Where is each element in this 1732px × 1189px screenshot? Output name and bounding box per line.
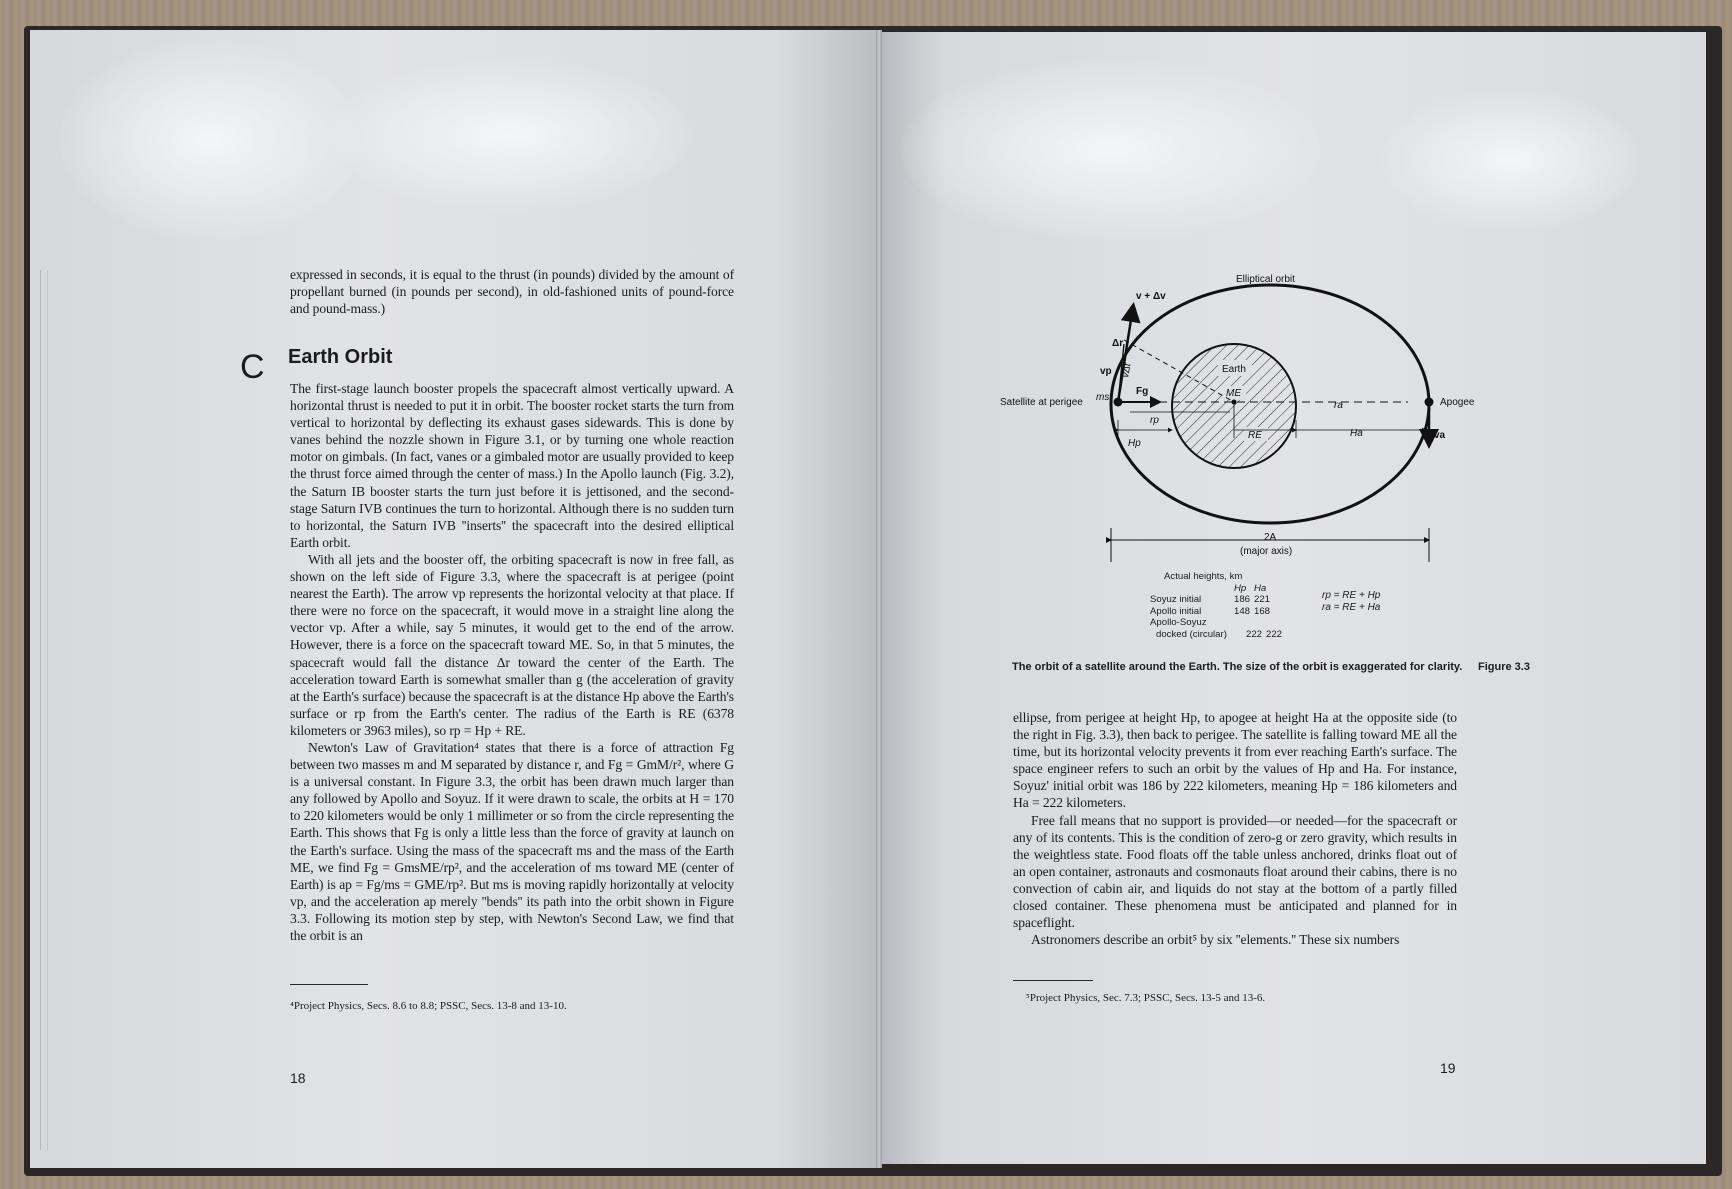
formula: ra = RE + Ha [1322, 602, 1381, 613]
paragraph: Newton's Law of Gravitation⁴ states that there is a force of attraction Fg between two masses m and M separated by distance r, and Fg = GmM/r², where G is a universal constant. In Figure 3.3, the orbit has been drawn much larger than any followed by Apollo and Soyuz. If it were drawn to scale, the orbits at H = 170 to 220 kilometers would be only 1 millimeter or so from the circle representing the Earth. This shows that Fg is only a little less than the force of gravity at launch on the Earth's surface. Using the mass of the spacecraft ms and the mass of the Earth ME, we find Fg = GmsME/rp², and the acceleration of ms toward ME (center of Earth) is ap = Fg/ms = GME/rp². But ms is moving rapidly horizontally at velocity vp, and the acceleration ap merely ''bends'' its path into the orbit shown in Figure 3.3. Following its motion step by step, with Newton's Second Law, we find that the orbit is an [290, 739, 734, 943]
page-number: 18 [290, 1070, 306, 1086]
label-apogee: Apogee [1440, 397, 1475, 408]
paragraph: With all jets and the booster off, the orbiting spacecraft is now in free fall, as shown on the left side of Figure 3.3, where the spacecraft is at perigee (point nearest the Earth). The arrow vp represents the horizontal velocity at that place. If there were no force on the spacecraft, it would move in a straight line along the vector vp. After a while, say 5 minutes, it would get to the end of the arrow. However, there is a force on the spacecraft toward ME. So, in that 5 minutes, the spacecraft would fall the distance Δr toward the center of the Earth. The acceleration toward Earth is somewhat smaller than g (the acceleration of gravity at the Earth's surface) because the spacecraft is at the distance Hp above the Earth's surface or rp from the Earth's center. The radius of the Earth is RE (6378 kilometers or 3963 miles), so rp = Hp + RE. [290, 551, 734, 738]
label-earth: Earth [1222, 364, 1246, 375]
label-2a: 2A [1264, 532, 1277, 543]
label-v-plus-dv: v + Δv [1136, 291, 1166, 302]
label-rp: rp [1150, 415, 1159, 426]
paragraph: The first-stage launch booster propels the spacecraft almost vertically upward. A horizontal thrust is needed to put it in orbit. The booster rocket starts the turn from vertical to horizontal by deflecting its exhaust gases sidewards. This is done by vanes behind the nozzle shown in Figure 3.1, or by turning one whole reaction motor on gimbals. (In fact, vanes or a gimbaled motor are usually provided to keep the thrust force aimed through the center of mass.) In the Apollo launch (Fig. 3.2), the Saturn IB booster starts the turn just before it is jettisoned, and the second-stage Saturn IVB continues the turn to horizontal. Although there is no sudden turn to horizontal, the Saturn IVB ''inserts'' the spacecraft into the desired elliptical Earth orbit. [290, 381, 734, 550]
label-v-dt: vΔt [1120, 362, 1134, 379]
table-title: Actual heights, km [1164, 571, 1243, 582]
label-me: ME [1226, 388, 1241, 399]
figure-number: Figure 3.3 [1478, 661, 1530, 673]
paragraph: Free fall means that no support is provided—or needed—for the spacecraft or any of its contents. This is the condition of zero-g or zero gravity, which results in the weightless state. Food floats off the table unless anchored, drinks float out of an open container, astronauts and cosmonauts float around their cabins, there is no convection of cabin air, and liquids do not stay at the bottom of a partly filled closed container. These phenomena must be anticipated and planned for in spaceflight. [1013, 812, 1457, 931]
orbit-formulas [1322, 590, 1380, 614]
column-header-hp: Hp [1234, 582, 1247, 594]
formula: rp = RE + Hp [1322, 590, 1381, 601]
label-elliptical-orbit: Elliptical orbit [1236, 274, 1295, 285]
page-stack-edge [40, 270, 48, 1150]
page-number: 19 [1440, 1060, 1456, 1076]
label-delta-r: Δr [1112, 338, 1124, 349]
orbit-diagram [1000, 266, 1475, 566]
label-ha: Ha [1350, 428, 1363, 439]
footnote: ⁴Project Physics, Secs. 8.6 to 8.8; PSSC, Secs. 13-8 and 13-10. [290, 1000, 567, 1012]
section-title: Earth Orbit [288, 346, 393, 368]
label-fg: Fg [1136, 386, 1149, 397]
footnote-rule [1013, 980, 1093, 981]
left-body-text [290, 380, 734, 944]
label-ra: ra [1334, 400, 1343, 411]
label-vp: vp [1100, 366, 1112, 377]
column-header-ha: Ha [1254, 582, 1267, 594]
paragraph: Astronomers describe an orbit⁵ by six ''elements.'' These six numbers [1031, 932, 1400, 948]
label-va: va [1434, 430, 1446, 441]
book-spine [876, 30, 882, 1168]
label-hp: Hp [1128, 438, 1141, 449]
label-ms: ms [1096, 392, 1110, 403]
footnote-rule [290, 984, 368, 985]
section-letter: C [240, 348, 265, 386]
paragraph: ellipse, from perigee at height Hp, to apogee at height Ha at the opposite side (to the right in Fig. 3.3), then back to perigee. The satellite is falling toward ME all the time, but its horizontal velocity prevents it from ever reaching Earth's surface. The space engineer refers to such an orbit by the values of Hp and Ha. For instance, Soyuz' initial orbit was 186 by 222 kilometers, meaning Hp = 186 kilometers and Ha = 222 kilometers. [1013, 710, 1457, 811]
label-major-axis: (major axis) [1240, 546, 1293, 557]
label-satellite-at-perigee: Satellite at perigee [1000, 397, 1083, 408]
right-body-text [1013, 709, 1457, 948]
figure-caption: The orbit of a satellite around the Earth. The size of the orbit is exaggerated for clarity. [1012, 661, 1463, 673]
footnote: ⁵Project Physics, Sec. 7.3; PSSC, Secs. 13-5 and 13-6. [1026, 992, 1266, 1004]
label-re: RE [1248, 430, 1262, 441]
intro-paragraph: expressed in seconds, it is equal to the thrust (in pounds) divided by the amount of propellant burned (in pounds per second), in old-fashioned units of pound-force and pound-mass.) [290, 267, 734, 317]
